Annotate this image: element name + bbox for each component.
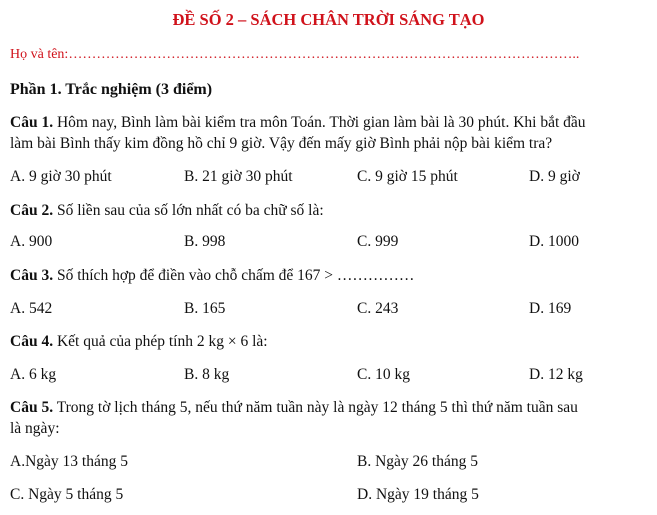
question-3 [10,267,414,285]
option-c: C. 243 [357,300,399,317]
question-1 [10,114,586,132]
option-c: C. 999 [357,233,399,250]
option-d: D. Ngày 19 tháng 5 [357,486,479,503]
question-2 [10,202,324,220]
name-dots: ……………………………………………………………………………………………….. [68,47,580,62]
option-b: B. Ngày 26 tháng 5 [357,453,478,470]
option-d: D. 169 [529,300,572,317]
question-5 [10,399,578,417]
name-label: Họ và tên: [10,47,69,62]
option-c: C. Ngày 5 tháng 5 [10,486,124,503]
question-label: Câu 5. [10,399,54,416]
option-c: C. 10 kg [357,366,410,383]
question-label: Câu 2. [10,202,54,219]
option-b: B. 998 [184,233,226,250]
question-4 [10,333,268,351]
option-a: A. 542 [10,300,53,317]
option-d: D. 12 kg [529,366,583,383]
section-heading: Phần 1. Trắc nghiệm (3 điểm) [10,81,213,98]
question-text: là ngày: [10,420,60,437]
document-title: ĐỀ SỐ 2 – SÁCH CHÂN TRỜI SÁNG TẠO [172,10,485,29]
option-c: C. 9 giờ 15 phút [357,168,458,185]
question-text: Số thích hợp để điền vào chỗ chấm để 167 > …………… [56,267,415,284]
option-a: A. 900 [10,233,53,250]
question-text: Số liền sau của số lớn nhất có ba chữ số là: [56,202,324,219]
option-d: D. 9 giờ [529,168,580,185]
question-label: Câu 4. [10,333,54,350]
student-name-field [10,46,579,64]
option-a: A. 6 kg [10,366,57,383]
option-a: A.Ngày 13 tháng 5 [10,453,128,470]
option-d: D. 1000 [529,233,579,250]
question-text: làm bài Bình thấy kim đồng hồ chỉ 9 giờ. Vậy đến mấy giờ Bình phải nộp bài kiểm tra? [10,135,553,152]
option-b: B. 165 [184,300,226,317]
option-a: A. 9 giờ 30 phút [10,168,112,185]
question-label: Câu 3. [10,267,54,284]
option-b: B. 21 giờ 30 phút [184,168,293,185]
question-text: Hôm nay, Bình làm bài kiểm tra môn Toán. Thời gian làm bài là 30 phút. Khi bắt đầu [56,114,586,131]
question-text: Kết quả của phép tính 2 kg × 6 là: [56,333,268,350]
question-text: Trong tờ lịch tháng 5, nếu thứ năm tuần này là ngày 12 tháng 5 thì thứ năm tuần sau [56,399,578,416]
question-label: Câu 1. [10,114,54,131]
option-b: B. 8 kg [184,366,230,383]
